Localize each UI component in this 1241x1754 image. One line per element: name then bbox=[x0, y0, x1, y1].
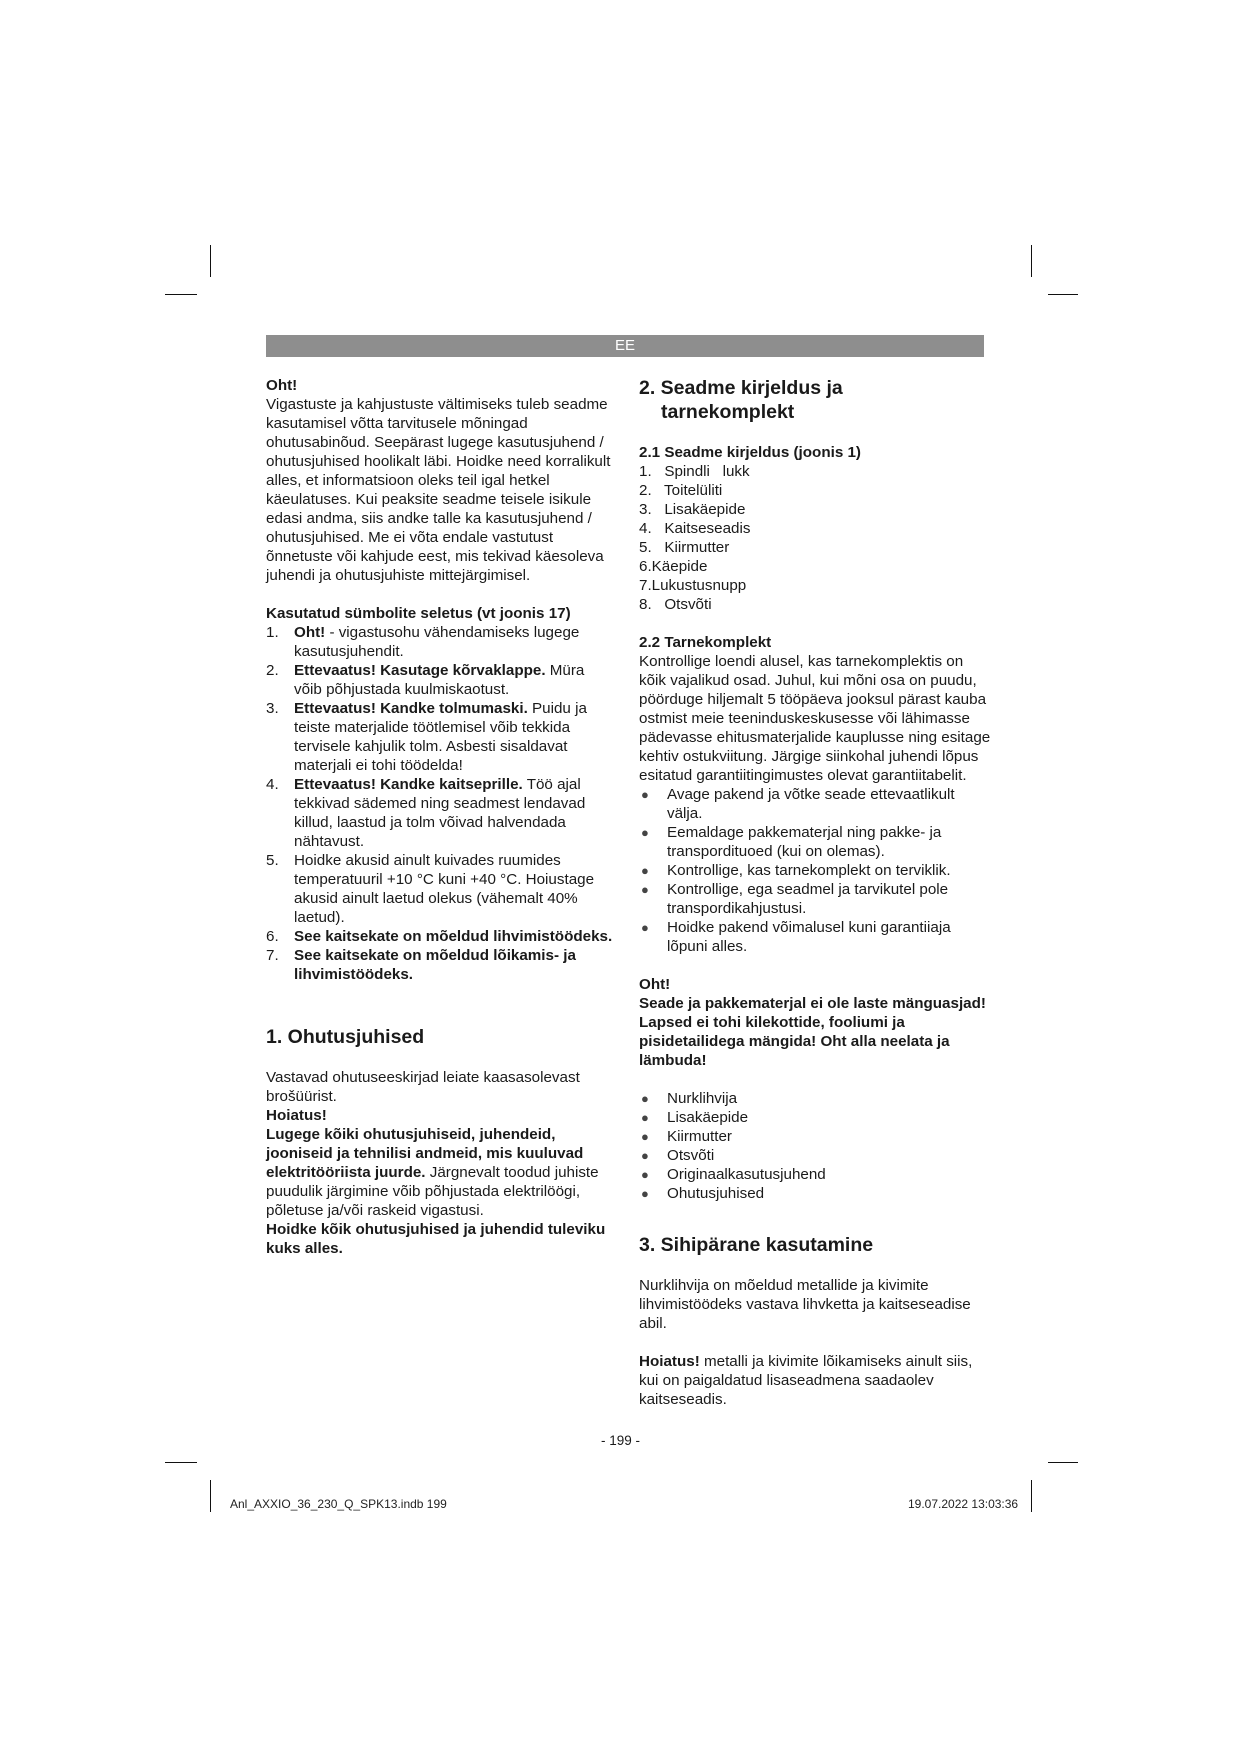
danger-text: Seade ja pakkematerjal ei ole laste mänguasjad! Lapsed ei tohi kilekottide, fooliumi ja pisidetailidega mängida! Oht alla neelata ja lämbuda! bbox=[639, 995, 986, 1069]
parts-list-item: 2. Toitelüliti bbox=[639, 482, 723, 499]
crop-mark-top-left-v bbox=[210, 245, 211, 277]
checklist-item: ● Hoidke pakend võimalusel kuni garantiiaja lõpuni alles. bbox=[641, 919, 951, 955]
section1-warning-label: Hoiatus! bbox=[266, 1107, 327, 1124]
bullet-icon: ● bbox=[641, 1186, 649, 1201]
right-column bbox=[639, 376, 991, 1409]
crop-mark-top-right-v bbox=[1031, 245, 1032, 277]
section2-title-line2: tarnekomplekt bbox=[661, 401, 795, 423]
parts-list-item: 7.Lukustusnupp bbox=[639, 577, 747, 594]
section1-title: 1. Ohutusjuhised bbox=[266, 1026, 425, 1048]
language-header-bar: EE bbox=[266, 335, 984, 357]
section1-intro: Vastavad ohutuseeskirjad leiate kaasasolevast brošüürist. bbox=[266, 1069, 580, 1105]
checklist-item: ● Eemaldage pakkematerjal ning pakke- ja transpordituoed (kui on olemas). bbox=[641, 824, 942, 860]
contents-item: ● Lisakäepide bbox=[641, 1109, 749, 1126]
bullet-icon: ● bbox=[641, 1148, 649, 1163]
checklist-item: ● Kontrollige, ega seadmel ja tarvikutel pole transpordikahjustusi. bbox=[641, 881, 949, 917]
symbol-item: 4. Ettevaatus! Kandke kaitseprille. Töö ajal tekkivad sädemed ning seadmest lendavad killud, laastud ja tolm võivad halvendada nähtavust. bbox=[266, 776, 586, 850]
symbol-item: 7. See kaitsekate on mõeldud lõikamis- ja lihvimistöödeks. bbox=[266, 947, 576, 983]
parts-list bbox=[639, 462, 991, 614]
bullet-icon: ● bbox=[641, 1129, 649, 1144]
symbol-item: 2. Ettevaatus! Kasutage kõrvaklappe. Müra võib põhjustada kuulmiskaotust. bbox=[266, 662, 585, 698]
section2-title-line1: 2. Seadme kirjeldus ja bbox=[639, 377, 843, 399]
bullet-icon: ● bbox=[641, 1110, 649, 1125]
checklist-item: ● Kontrollige, kas tarnekomplekt on terviklik. bbox=[641, 862, 951, 879]
section3-warning: Hoiatus! metalli ja kivimite lõikamiseks ainult siis, kui on paigaldatud lisaseadmena saadaolev kaitseseadis. bbox=[639, 1353, 973, 1408]
section3-text: Nurklihvija on mõeldud metallide ja kivimite lihvimistöödeks vastava lihvketta ja kaitseseadise abil. bbox=[639, 1277, 971, 1332]
crop-mark-bottom-right-h bbox=[1048, 1462, 1078, 1463]
bullet-icon: ● bbox=[641, 787, 649, 802]
parts-list-item: 3. Lisakäepide bbox=[639, 501, 746, 518]
symbols-title: Kasutatud sümbolite seletus (vt joonis 17) bbox=[266, 605, 571, 622]
warning-title: Oht! bbox=[266, 377, 298, 394]
crop-mark-top-right-h bbox=[1048, 294, 1078, 295]
symbol-item: 3. Ettevaatus! Kandke tolmumaski. Puidu ja teiste materjalide töötlemisel võib tekkida tervisele kahjulik tolm. Asbesti sisaldavat materjali ei tohi töödelda! bbox=[266, 700, 587, 774]
bullet-icon: ● bbox=[641, 920, 649, 935]
contents-item: ● Ohutusjuhised bbox=[641, 1185, 765, 1202]
parts-list-item: 4. Kaitseseadis bbox=[639, 520, 751, 537]
footer-file-info: Anl_AXXIO_36_230_Q_SPK13.indb 199 bbox=[230, 1497, 447, 1511]
crop-mark-bottom-left-h bbox=[165, 1462, 197, 1463]
symbol-item: 5. Hoidke akusid ainult kuivades ruumides temperatuuril +10 °C kuni +40 °C. Hoiustage akusid ainult laetud olekus (vähemalt 40% laetud). bbox=[266, 852, 595, 926]
parts-list-item: 6.Käepide bbox=[639, 558, 708, 575]
left-column bbox=[266, 376, 616, 1258]
contents-item: ● Nurklihvija bbox=[641, 1090, 738, 1107]
parts-list-item: 8. Otsvõti bbox=[639, 596, 712, 613]
parts-list-item: 1. Spindli lukk bbox=[639, 463, 750, 480]
danger-title: Oht! bbox=[639, 976, 671, 993]
bullet-icon: ● bbox=[641, 825, 649, 840]
parts-list-item: 5. Kiirmutter bbox=[639, 539, 730, 556]
contents-item: ● Originaalkasutusjuhend bbox=[641, 1166, 826, 1183]
footer-timestamp: 19.07.2022 13:03:36 bbox=[908, 1497, 1019, 1511]
crop-mark-bottom-left-v bbox=[210, 1480, 211, 1512]
contents-item: ● Kiirmutter bbox=[641, 1128, 732, 1145]
contents-item: ● Otsvõti bbox=[641, 1147, 715, 1164]
section1-warning-text: Lugege kõiki ohutusjuhiseid, juhendeid, jooniseid ja tehnilisi andmeid, mis kuuluvad elektritööriista juurde. Järgnevalt toodud juhiste puudulik järgimine võib põhjustada elektrilöögi, põletuse ja/või raskeid vigastusi. bbox=[266, 1126, 599, 1219]
section3-title: 3. Sihipärane kasutamine bbox=[639, 1234, 874, 1256]
page-number: - 199 - bbox=[600, 1433, 641, 1448]
bullet-icon: ● bbox=[641, 863, 649, 878]
symbols-list bbox=[266, 623, 616, 984]
unpacking-checklist bbox=[639, 785, 991, 956]
subsection-2-2-text: Kontrollige loendi alusel, kas tarnekomplektis on kõik vajalikud osad. Juhul, kui mõni osa on puudu, pöörduge hiljemalt 5 tööpäeva jooksul pärast kauba ostmist meie teeninduskeskusesse või lähimasse pädevasse ehitusmaterjalide kauplusse ning esitage kehtiv ostukviitung. Järgige siinkohal juhendi lõpus esitatud garantiitingimustes olevat garantiitabelit. bbox=[639, 653, 991, 784]
checklist-item: ● Avage pakend ja võtke seade ettevaatlikult välja. bbox=[641, 786, 955, 822]
bullet-icon: ● bbox=[641, 1091, 649, 1106]
contents-list bbox=[639, 1089, 991, 1203]
bullet-icon: ● bbox=[641, 882, 649, 897]
subsection-2-2-title: 2.2 Tarnekomplekt bbox=[639, 634, 772, 651]
crop-mark-top-left-h bbox=[165, 294, 197, 295]
symbol-item: 1. Oht! - vigastusohu vähendamiseks lugege kasutusjuhendit. bbox=[266, 624, 580, 660]
warning-text: Vigastuste ja kahjustuste vältimiseks tuleb seadme kasutamisel võtta tarvitusele mõningad ohutusabinõud. Seepärast lugege kasutusjuhend / ohutusjuhised hoolikalt läbi. Hoidke need korralikult alles, et informatsioon oleks teil igal hetkel käeulatuses. Kui peaksite seadme teisele isikule edasi andma, siis andke talle ka kasutusjuhend / ohutusjuhised. Me ei võta endale vastutust õnnetuste või kahjude eest, mis tekivad käesoleva juhendi ja ohutusjuhiste mittejärgimisel. bbox=[266, 396, 611, 584]
subsection-2-1-title: 2.1 Seadme kirjeldus (joonis 1) bbox=[639, 444, 861, 461]
section1-keep-note: Hoidke kõik ohutusjuhised ja juhendid tuleviku kuks alles. bbox=[266, 1221, 606, 1257]
symbol-item: 6. See kaitsekate on mõeldud lihvimistöödeks. bbox=[266, 928, 613, 945]
crop-mark-bottom-right-v bbox=[1031, 1480, 1032, 1512]
bullet-icon: ● bbox=[641, 1167, 649, 1182]
